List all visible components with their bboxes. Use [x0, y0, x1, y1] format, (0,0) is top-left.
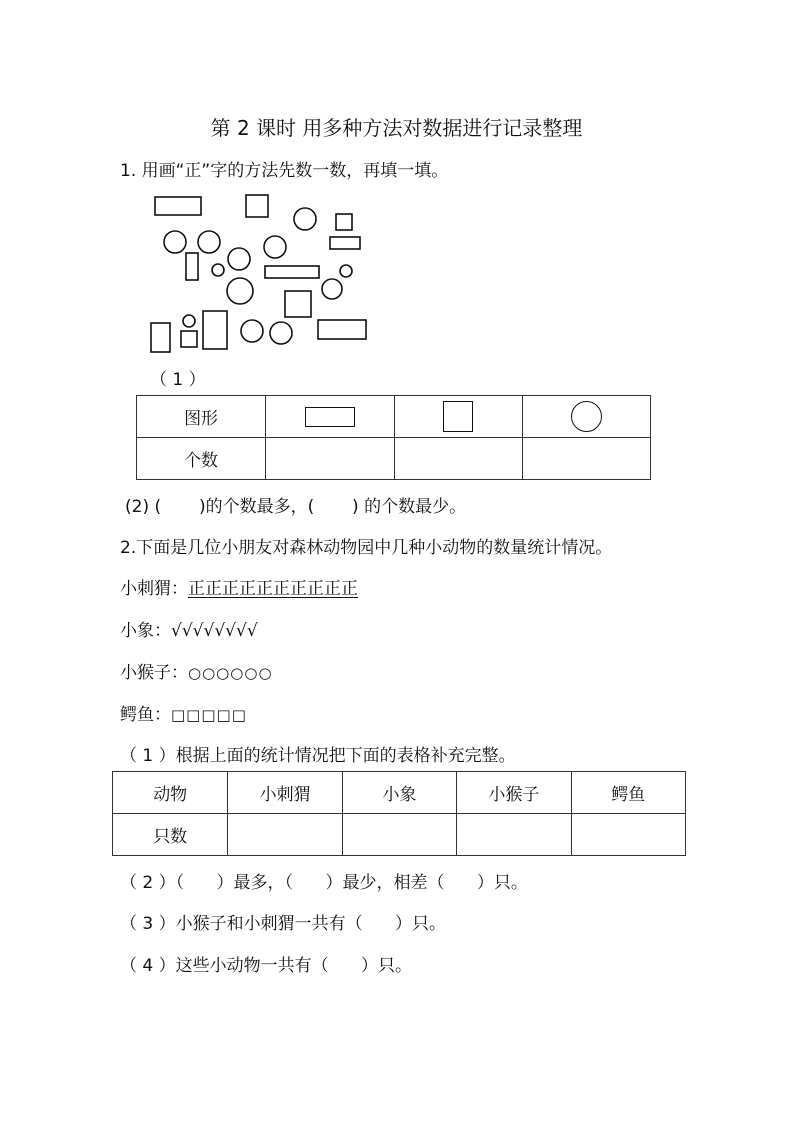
- row-label-count: 只数: [113, 814, 228, 856]
- answer-cell-square[interactable]: [394, 438, 522, 480]
- record-label: 小猴子：: [120, 663, 188, 683]
- question-2-part-2: （ 2 ）（ ）最多，（ ）最少，相差（ ）只。: [120, 873, 528, 893]
- header-hedgehog: 小刺猬: [228, 772, 342, 814]
- circle-icon: [264, 236, 286, 258]
- square-icon: [443, 401, 473, 432]
- shape-count-table: [136, 395, 651, 480]
- square-marks: □□□□□: [171, 706, 247, 724]
- circle-icon: [294, 208, 316, 230]
- circle-icon: [198, 231, 220, 253]
- rectangle-icon: [186, 253, 198, 280]
- record-label: 小象：: [120, 621, 171, 641]
- rectangle-icon: [318, 320, 366, 339]
- record-hedgehog: [120, 574, 358, 599]
- rectangle-icon: [151, 323, 170, 352]
- row-label-shape: 图形: [137, 396, 266, 438]
- header-crocodile: 鳄鱼: [571, 772, 685, 814]
- rectangle-icon: [203, 311, 227, 349]
- record-elephant: [120, 616, 258, 641]
- square-icon: [181, 331, 197, 347]
- circle-icon: [322, 279, 342, 299]
- rectangle-icon: [330, 237, 360, 249]
- col-circle: [522, 396, 650, 438]
- page-title: 第 2 课时 用多种方法对数据进行记录整理: [210, 116, 583, 140]
- header-animal: 动物: [113, 772, 228, 814]
- col-square: [394, 396, 522, 438]
- question-2-part-4: （ 4 ）这些小动物一共有（ ）只。: [120, 956, 413, 976]
- question-2-prompt: 2.下面是几位小朋友对森林动物园中几种小动物的数量统计情况。: [120, 538, 613, 558]
- answer-cell-crocodile[interactable]: [571, 814, 685, 856]
- circle-icon: [241, 320, 263, 342]
- answer-cell-elephant[interactable]: [342, 814, 456, 856]
- square-icon: [336, 214, 352, 230]
- rectangle-icon: [265, 266, 319, 278]
- square-icon: [246, 195, 268, 217]
- question-1-prompt: 1. 用画“正”字的方法先数一数，再填一填。: [120, 161, 449, 181]
- question-2-part-1: （ 1 ）根据上面的统计情况把下面的表格补充完整。: [120, 746, 516, 766]
- circle-icon: [227, 278, 253, 304]
- record-label: 鳄鱼：: [120, 705, 171, 725]
- header-monkey: 小猴子: [457, 772, 571, 814]
- answer-cell-rectangle[interactable]: [266, 438, 394, 480]
- question-1-part-2: (2) ( )的个数最多，( ) 的个数最少。: [125, 497, 467, 517]
- answer-cell-monkey[interactable]: [457, 814, 571, 856]
- answer-cell-circle[interactable]: [522, 438, 650, 480]
- circle-icon: [340, 265, 352, 277]
- part-1-label: （ 1 ）: [150, 370, 206, 390]
- shapes-figure: [0, 0, 793, 400]
- circle-icon: [270, 322, 292, 344]
- circle-marks: ○○○○○○: [188, 664, 273, 682]
- col-rectangle: [266, 396, 394, 438]
- header-elephant: 小象: [342, 772, 456, 814]
- circle-icon: [212, 264, 224, 276]
- check-marks: √√√√√√√√: [171, 621, 258, 641]
- record-label: 小刺猬：: [120, 579, 188, 599]
- rectangle-icon: [155, 197, 201, 215]
- square-icon: [285, 291, 311, 317]
- question-2-part-3: （ 3 ）小猴子和小刺猬一共有（ ）只。: [120, 914, 447, 934]
- rectangle-icon: [305, 407, 355, 427]
- row-label-count: 个数: [137, 438, 266, 480]
- record-monkey: [120, 658, 273, 683]
- circle-icon: [183, 315, 195, 327]
- answer-cell-hedgehog[interactable]: [228, 814, 342, 856]
- record-crocodile: [120, 700, 247, 725]
- circle-icon: [228, 248, 250, 270]
- animal-count-table: [112, 771, 686, 856]
- circle-icon: [571, 401, 602, 432]
- tally-marks: 正正正正正正正正正正: [188, 579, 358, 599]
- circle-icon: [164, 231, 186, 253]
